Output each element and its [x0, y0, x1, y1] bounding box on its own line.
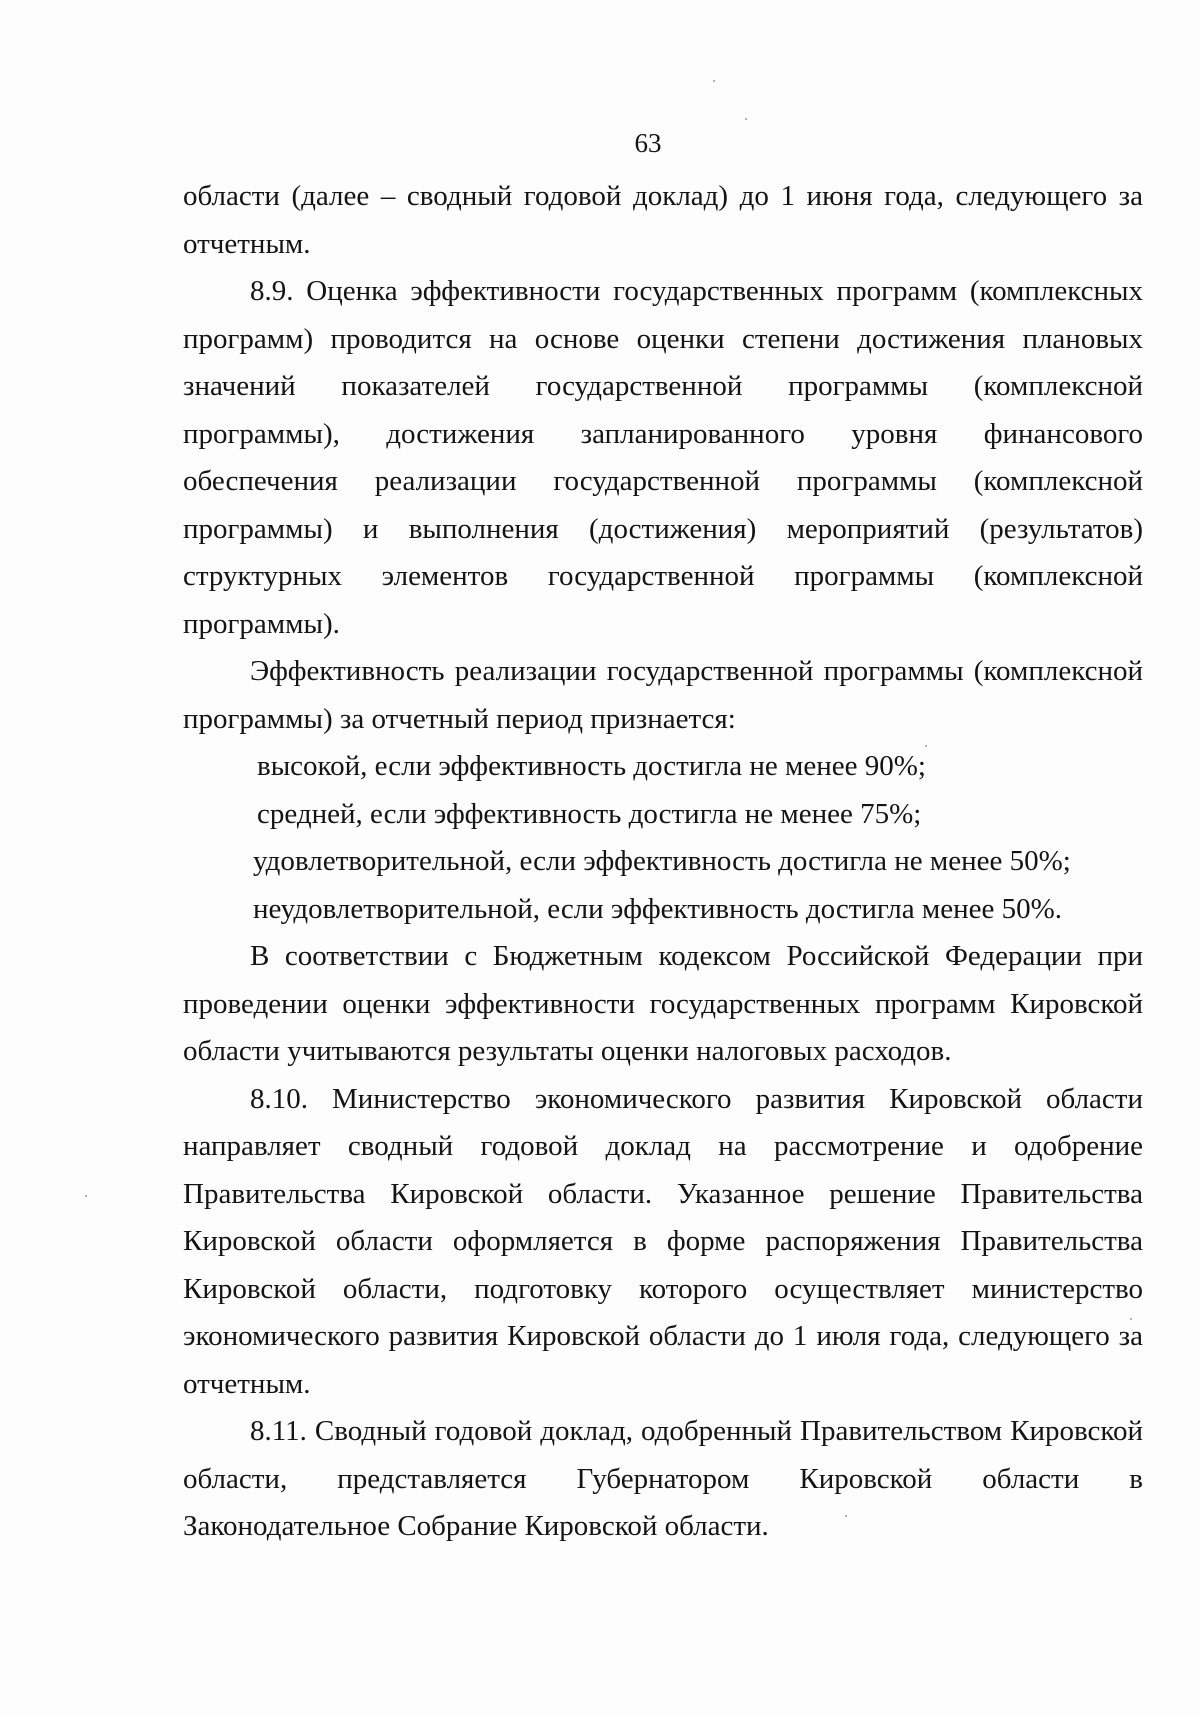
scan-speck [713, 80, 715, 82]
document-body [183, 173, 1143, 1551]
paragraph-8-10: 8.10. Министерство экономического развития Кировской области направляет сводный годовой доклад на рассмотрение и одобрение Правительства Кировской области. Указанное решение Правительства Кировской области оформляется в форме распоряжения Правительства Кировской области, подготовку которого осуществляет министерство экономического развития Кировской области до 1 июля года, следующего за отчетным. [183, 1082, 1143, 1400]
paragraph-8-11: 8.11. Сводный годовой доклад, одобренный Правительством Кировской области, представляется Губернатором Кировской области в Законодательное Собрание Кировской области. [183, 1415, 1143, 1542]
scan-speck [85, 1195, 87, 1197]
criterion-medium: средней, если эффективность достигла не менее 75%; [257, 797, 922, 830]
paragraph-efficiency-intro: Эффективность реализации государственной программы (комплексной программы) за отчетный период признается: [183, 655, 1143, 735]
criterion-high: высокой, если эффективность достигла не менее 90%; [257, 750, 926, 782]
paragraph-8-9: 8.9. Оценка эффективности государственных программ (комплексных программ) проводится на основе оценки степени достижения плановых значений показателей государственной программы (комплексной программы), достижения запланированного уровня финансового обеспечения реализации государственной программы (комплексной программы) и выполнения (достижения) мероприятий (результатов) структурных элементов государственной программы (комплексной программы). [183, 275, 1143, 640]
criterion-unsatisfactory: неудовлетворительной, если эффективность достигла менее 50%. [253, 892, 1063, 925]
page-number: 63 [634, 128, 662, 158]
criterion-satisfactory: удовлетворительной, если эффективность достигла не менее 50%; [253, 845, 1071, 877]
scan-speck [745, 118, 747, 120]
paragraph-continuation: области (далее – сводный годовой доклад) до 1 июня года, следующего за отчетным. [183, 180, 1143, 260]
paragraph-budget-code: В соответствии с Бюджетным кодексом Российской Федерации при проведении оценки эффективности государственных программ Кировской области учитываются результаты оценки налоговых расходов. [183, 940, 1143, 1067]
